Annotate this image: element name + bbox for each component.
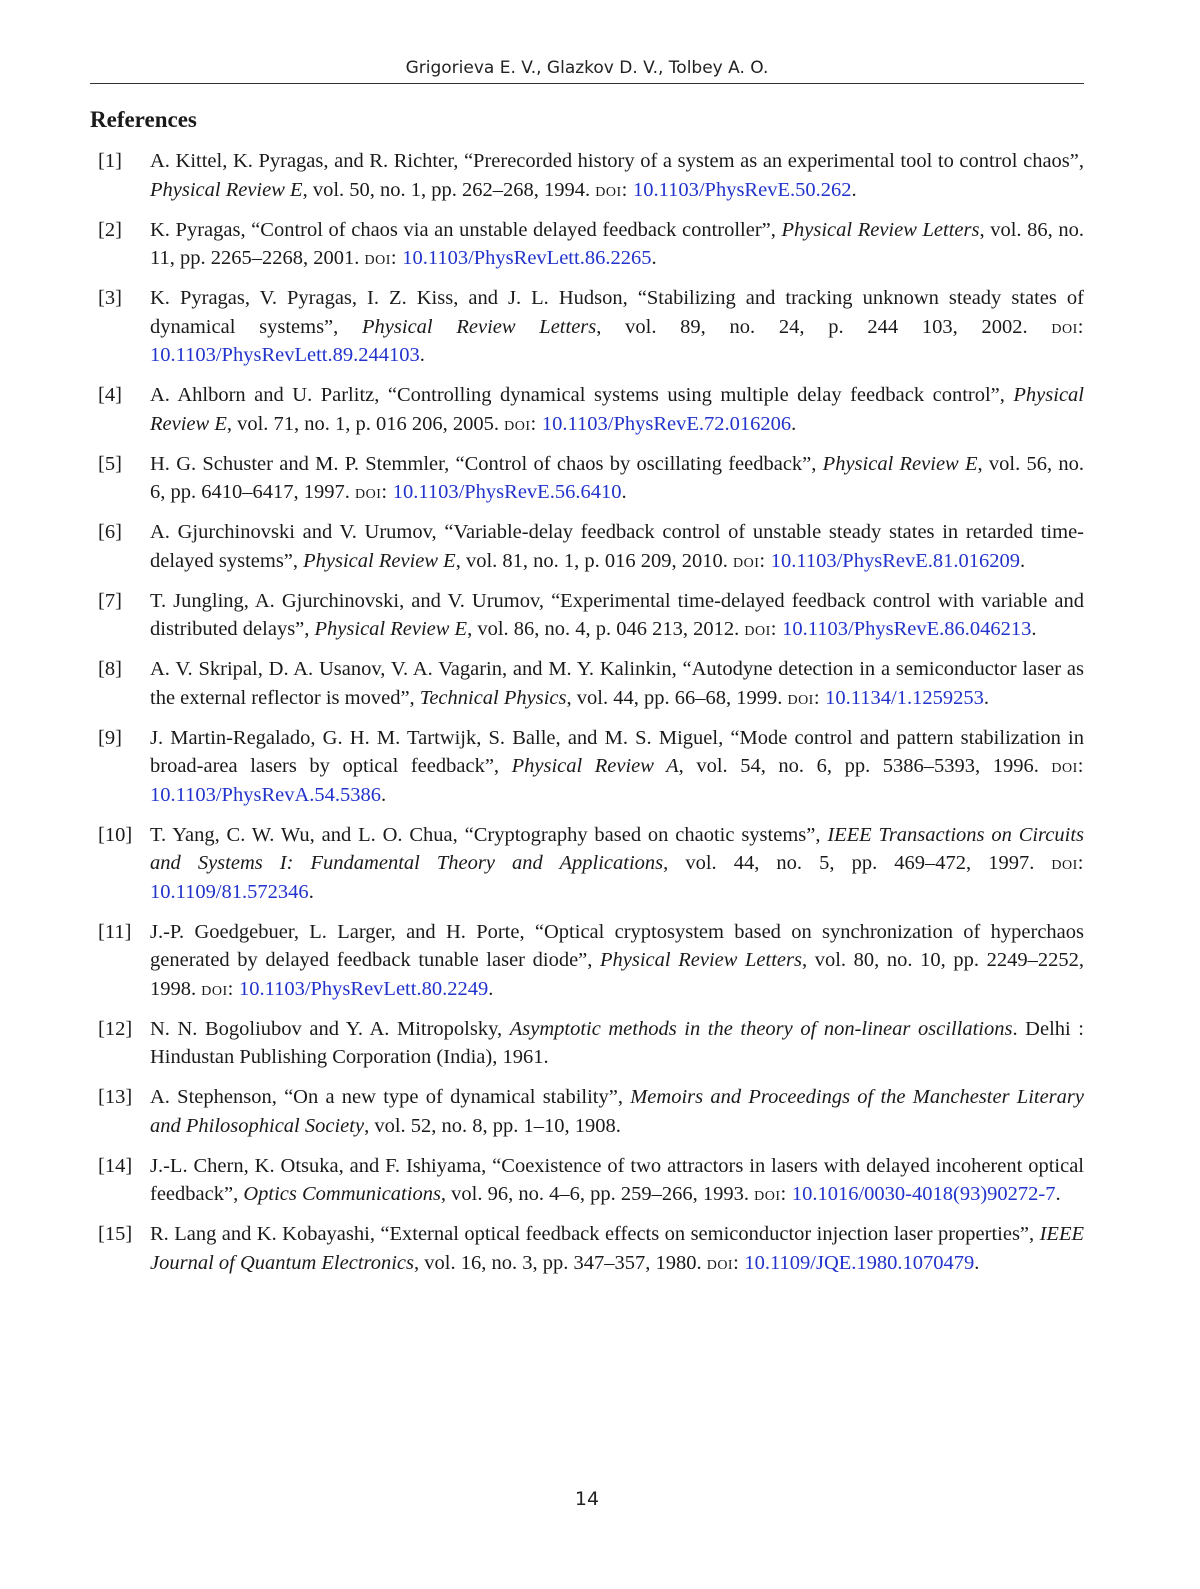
reference-authors-title: H. G. Schuster and M. P. Stemmler, “Control of chaos by oscillating feedback”, (150, 452, 823, 475)
reference-item (90, 1083, 1084, 1140)
reference-number: [3] (98, 287, 122, 309)
reference-details: , vol. 56, no. 6, pp. 6410–6417, 1997. (150, 452, 1084, 503)
reference-number: [6] (98, 521, 122, 543)
reference-number: [15] (98, 1223, 133, 1245)
reference-number: [7] (98, 589, 122, 612)
doi-link[interactable]: 10.1103/PhysRevE.86.046213 (782, 618, 1032, 640)
reference-item: [6] A. Gjurchinovski and V. Urumov, “Variable-delay feedback control of unstable steady states in retarded time-delayed systems”, Physical Review E, vol. 81, no. 1, p. 016 209, 2010. doi: 10.1103/PhysRevE.81.016209. (90, 518, 1084, 575)
reference-authors-title: A. Stephenson, “On a new type of dynamical stability”, (150, 1086, 631, 1108)
reference-item: [3] K. Pyragas, V. Pyragas, I. Z. Kiss, and J. L. Hudson, “Stabilizing and tracking unknown steady states of dynamical systems”, Physical Review Letters, vol. 89, no. 24, p. 244 103, 2002. doi: 10.1103/PhysRevLett.89.244103. (90, 284, 1084, 370)
reference-item: [5] H. G. Schuster and M. P. Stemmler, “Control of chaos by oscillating feedback”, Physical Review E, vol. 56, no. 6, pp. 6410–6417, 1997. doi: 10.1103/PhysRevE.56.6410. (90, 450, 1084, 507)
reference-journal: Physical Review E (822, 452, 978, 475)
reference-authors-title: A. Gjurchinovski and V. Urumov, “Variable-delay feedback control of unstable steady states in retarded time-delayed systems”, (150, 521, 1084, 572)
header-rule (90, 83, 1084, 84)
reference-number: [13] (98, 1086, 133, 1108)
reference-details: , vol. 71, no. 1, p. 016 206, 2005. (226, 412, 505, 435)
reference-item: [4] A. Ahlborn and U. Parlitz, “Controlling dynamical systems using multiple delay feedback control”, Physical Review E, vol. 71, no. 1, p. 016 206, 2005. doi: 10.1103/PhysRevE.72.016206. (90, 381, 1084, 438)
reference-details: , vol. 44, pp. 66–68, 1999. (566, 686, 788, 709)
doi-link[interactable]: 10.1103/PhysRevE.72.016206 (541, 412, 792, 435)
reference-authors-title: N. N. Bogoliubov and Y. A. Mitropolsky, (150, 1017, 510, 1040)
reference-item: [9] J. Martin-Regalado, G. H. M. Tartwijk, S. Balle, and M. S. Miguel, “Mode control and pattern stabilization in broad-area lasers by optical feedback”, Physical Review A, vol. 54, no. 6, pp. 5386–5393, 1996. doi: 10.1103/PhysRevA.54.5386. (90, 724, 1084, 810)
reference-authors-title: A. Ahlborn and U. Parlitz, “Controlling dynamical systems using multiple delay feedback control”, (150, 384, 1014, 406)
reference-number: [9] (98, 726, 122, 749)
doi-label: doi: (733, 549, 766, 572)
page-number: 14 (574, 1488, 600, 1510)
doi-label: doi: (1051, 315, 1084, 338)
reference-authors-title: T. Yang, C. W. Wu, and L. O. Chua, “Cryptography based on chaotic systems”, (150, 823, 828, 846)
reference-details: , vol. 86, no. 11, pp. 2265–2268, 2001. (150, 218, 1084, 269)
reference-item: [10] T. Yang, C. W. Wu, and L. O. Chua, “Cryptography based on chaotic systems”, IEEE Transactions on Circuits and Systems I: Fundamental Theory and Applications, vol. 44, no. 5, pp. 469–472, 1997. doi: 10.1109/81.572346. (90, 821, 1084, 907)
reference-details: . Delhi : Hindustan Publishing Corporation (India), 1961. (150, 1017, 1084, 1068)
reference-number: [5] (98, 452, 122, 475)
reference-authors-title: A. Kittel, K. Pyragas, and R. Richter, “Prerecorded history of a system as an experimental tool to control chaos”, (150, 150, 1084, 172)
doi-label: doi: (364, 247, 398, 269)
doi-link[interactable]: 10.1103/PhysRevE.81.016209 (770, 549, 1020, 572)
doi-link[interactable]: 10.1103/PhysRevLett.89.244103 (150, 344, 420, 366)
reference-details: , vol. 54, no. 6, pp. 5386–5393, 1996. (678, 755, 1052, 777)
section-title: References (90, 107, 197, 132)
reference-journal: Memoirs and Proceedings of the Manchester Literary and Philosophical Society (150, 1086, 1084, 1137)
reference-authors-title: J. Martin-Regalado, G. H. M. Tartwijk, S. Balle, and M. S. Miguel, “Mode control and pattern stabilization in broad-area lasers by optical feedback”, (150, 726, 1084, 777)
reference-authors-title: K. Pyragas, “Control of chaos via an unstable delayed feedback controller”, (150, 218, 782, 241)
reference-journal: Physical Review E (150, 178, 303, 201)
doi-label: doi: (595, 178, 628, 201)
doi-link[interactable]: 10.1016/0030-4018(93)90272-7 (791, 1183, 1056, 1205)
reference-details: , vol. 80, no. 10, pp. 2249–2252, 1998. (150, 949, 1085, 1000)
reference-number: [11] (98, 920, 132, 943)
doi-link[interactable]: 10.1103/PhysRevA.54.5386 (150, 783, 382, 806)
reference-journal: Physical Review Letters (362, 315, 597, 338)
reference-journal: Physical Review E (150, 384, 1084, 435)
reference-journal: Physical Review A (511, 755, 679, 777)
reference-number: [2] (98, 218, 122, 241)
doi-label: doi: (1051, 852, 1084, 874)
doi-label: doi: (1051, 755, 1084, 777)
reference-number: [4] (98, 384, 122, 406)
reference-authors-title: A. V. Skripal, D. A. Usanov, V. A. Vagarin, and M. Y. Kalinkin, “Autodyne detection in a semiconductor laser as the external reflector is moved”, (150, 658, 1084, 709)
reference-authors-title: R. Lang and K. Kobayashi, “External optical feedback effects on semiconductor injection laser properties”, (150, 1223, 1040, 1245)
running-head: Grigorieva E. V., Glazkov D. V., Tolbey A. O. (405, 58, 769, 78)
reference-journal: IEEE Journal of Quantum Electronics (150, 1223, 1084, 1274)
reference-details: , vol. 89, no. 24, p. 244 103, 2002. (596, 315, 1052, 338)
doi-link[interactable]: 10.1103/PhysRevE.56.6410 (392, 481, 622, 503)
doi-link[interactable]: 10.1134/1.1259253 (825, 686, 984, 709)
reference-item: [14] J.-L. Chern, K. Otsuka, and F. Ishiyama, “Coexistence of two attractors in lasers with delayed incoherent optical feedback”, Optics Communications, vol. 96, no. 4–6, pp. 259–266, 1993. doi: 10.1016/0030-4018(93)90272-7. (90, 1152, 1084, 1209)
reference-item (90, 1015, 1084, 1072)
doi-link[interactable]: 10.1103/PhysRevLett.86.2265 (402, 247, 652, 269)
doi-label: doi: (754, 1183, 787, 1205)
reference-authors-title: J.-P. Goedgebuer, L. Larger, and H. Porte, “Optical cryptosystem based on synchronization of hyperchaos generated by delayed feedback tunable laser diode”, (150, 920, 1084, 971)
doi-label: doi: (744, 618, 778, 640)
reference-authors-title: J.-L. Chern, K. Otsuka, and F. Ishiyama, “Coexistence of two attractors in lasers with delayed incoherent optical feedback”, (150, 1154, 1084, 1205)
reference-number: [14] (98, 1154, 133, 1177)
doi-link[interactable]: 10.1109/JQE.1980.1070479 (744, 1251, 975, 1274)
page (90, 0, 1084, 1589)
reference-journal: Asymptotic methods in the theory of non-linear oscillations (509, 1017, 1013, 1040)
reference-details: , vol. 81, no. 1, p. 016 209, 2010. (455, 549, 734, 572)
reference-journal: Optics Communications (243, 1183, 441, 1205)
reference-details: , vol. 44, no. 5, pp. 469–472, 1997. (663, 852, 1052, 874)
reference-item: [2] K. Pyragas, “Control of chaos via an unstable delayed feedback controller”, Physical Review Letters, vol. 86, no. 11, pp. 2265–2268, 2001. doi: 10.1103/PhysRevLett.86.2265. (90, 216, 1084, 273)
reference-list (90, 147, 1084, 1289)
doi-label: doi: (706, 1251, 740, 1274)
reference-item: [11] J.-P. Goedgebuer, L. Larger, and H. Porte, “Optical cryptosystem based on synchronization of hyperchaos generated by delayed feedback tunable laser diode”, Physical Review Letters, vol. 80, no. 10, pp. 2249–2252, 1998. doi: 10.1103/PhysRevLett.80.2249. (90, 918, 1084, 1004)
doi-label: doi: (355, 481, 388, 503)
reference-journal: Physical Review E (303, 549, 456, 572)
reference-journal: IEEE Transactions on Circuits and Systems I: Fundamental Theory and Applications (150, 823, 1084, 874)
reference-number: [12] (98, 1017, 133, 1040)
reference-item: [15] R. Lang and K. Kobayashi, “External optical feedback effects on semiconductor injection laser properties”, IEEE Journal of Quantum Electronics, vol. 16, no. 3, pp. 347–357, 1980. doi: 10.1109/JQE.1980.1070479. (90, 1220, 1084, 1277)
reference-details: , vol. 16, no. 3, pp. 347–357, 1980. (414, 1251, 707, 1274)
doi-label: doi: (787, 686, 821, 709)
reference-journal: Physical Review Letters (781, 218, 980, 241)
doi-label: doi: (504, 412, 537, 435)
doi-label: doi: (201, 977, 234, 1000)
doi-link[interactable]: 10.1103/PhysRevLett.80.2249 (238, 977, 489, 1000)
doi-link[interactable]: 10.1109/81.572346 (150, 880, 309, 903)
reference-item: [8] A. V. Skripal, D. A. Usanov, V. A. Vagarin, and M. Y. Kalinkin, “Autodyne detection in a semiconductor laser as the external reflector is moved”, Technical Physics, vol. 44, pp. 66–68, 1999. doi: 10.1134/1.1259253. (90, 655, 1084, 712)
reference-authors-title: K. Pyragas, V. Pyragas, I. Z. Kiss, and J. L. Hudson, “Stabilizing and tracking unknown steady states of dynamical systems”, (150, 287, 1084, 338)
reference-details: , vol. 50, no. 1, pp. 262–268, 1994. (302, 178, 596, 201)
reference-number: [1] (98, 150, 122, 172)
reference-details: , vol. 96, no. 4–6, pp. 259–266, 1993. (440, 1183, 755, 1205)
reference-item: [1] A. Kittel, K. Pyragas, and R. Richter, “Prerecorded history of a system as an experimental tool to control chaos”, Physical Review E, vol. 50, no. 1, pp. 262–268, 1994. doi: 10.1103/PhysRevE.50.262. (90, 147, 1084, 204)
doi-link[interactable]: 10.1103/PhysRevE.50.262 (632, 178, 852, 201)
reference-journal: Physical Review E (314, 618, 468, 640)
reference-details: , vol. 52, no. 8, pp. 1–10, 1908. (364, 1114, 621, 1137)
reference-item: [7] T. Jungling, A. Gjurchinovski, and V. Urumov, “Experimental time-delayed feedback control with variable and distributed delays”, Physical Review E, vol. 86, no. 4, p. 046 213, 2012. doi: 10.1103/PhysRevE.86.046213. (90, 587, 1084, 644)
reference-number: [8] (98, 658, 122, 680)
reference-number: [10] (98, 823, 133, 846)
reference-journal: Physical Review Letters (600, 949, 802, 971)
reference-details: , vol. 86, no. 4, p. 046 213, 2012. (467, 618, 745, 640)
reference-authors-title: T. Jungling, A. Gjurchinovski, and V. Urumov, “Experimental time-delayed feedback control with variable and distributed delays”, (150, 589, 1084, 640)
reference-journal: Technical Physics (419, 686, 567, 709)
